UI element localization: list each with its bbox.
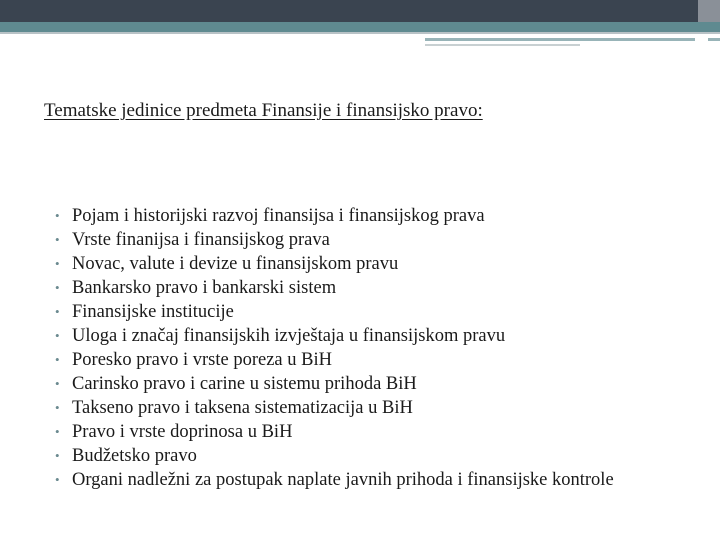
bullet-icon: • xyxy=(55,424,60,439)
topic-label: Carinsko pravo i carine u sistemu prihoda BiH xyxy=(72,374,417,394)
bullet-icon: • xyxy=(55,400,60,415)
topic-label: Bankarsko pravo i bankarski sistem xyxy=(72,278,337,298)
list-item xyxy=(52,420,652,444)
topic-list xyxy=(52,204,652,492)
list-item xyxy=(52,324,652,348)
topic-label: Poresko pravo i vrste poreza u BiH xyxy=(72,350,332,370)
list-item xyxy=(52,300,652,324)
topic-label: Budžetsko pravo xyxy=(72,446,197,466)
list-item xyxy=(52,228,652,252)
list-item xyxy=(52,444,652,468)
header-teal-bar xyxy=(0,22,720,32)
header-accent-line-corner xyxy=(708,38,720,41)
bullet-icon: • xyxy=(55,232,60,247)
topic-label: Organi nadležni za postupak naplate javnih prihoda i finansijske kontrole xyxy=(72,470,614,490)
list-item xyxy=(52,468,652,492)
list-item xyxy=(52,372,652,396)
bullet-icon: • xyxy=(55,280,60,295)
list-item xyxy=(52,252,652,276)
header-thin-line xyxy=(0,32,720,34)
list-item xyxy=(52,276,652,300)
topic-label: Novac, valute i devize u finansijskom pravu xyxy=(72,254,399,274)
list-item xyxy=(52,204,652,228)
bullet-icon: • xyxy=(55,208,60,223)
header-accent-line-short xyxy=(425,44,580,46)
topic-label: Pojam i historijski razvoj finansijsa i finansijskog prava xyxy=(72,206,485,226)
header-corner-block xyxy=(698,0,720,22)
header-accent-line xyxy=(425,38,695,41)
slide-title: Tematske jedinice predmeta Finansije i finansijsko pravo: xyxy=(44,100,483,121)
bullet-icon: • xyxy=(55,376,60,391)
topic-label: Finansijske institucije xyxy=(72,302,234,322)
bullet-icon: • xyxy=(55,352,60,367)
bullet-icon: • xyxy=(55,256,60,271)
header-dark-bar xyxy=(0,0,698,22)
topic-label: Vrste finanijsa i finansijskog prava xyxy=(72,230,330,250)
topic-label: Uloga i značaj finansijskih izvještaja u finansijskom pravu xyxy=(72,326,506,346)
bullet-icon: • xyxy=(55,304,60,319)
bullet-icon: • xyxy=(55,328,60,343)
bullet-icon: • xyxy=(55,448,60,463)
bullet-icon: • xyxy=(55,472,60,487)
topic-label: Takseno pravo i taksena sistematizacija u BiH xyxy=(72,398,413,418)
list-item xyxy=(52,396,652,420)
list-item xyxy=(52,348,652,372)
topic-label: Pravo i vrste doprinosa u BiH xyxy=(72,422,293,442)
